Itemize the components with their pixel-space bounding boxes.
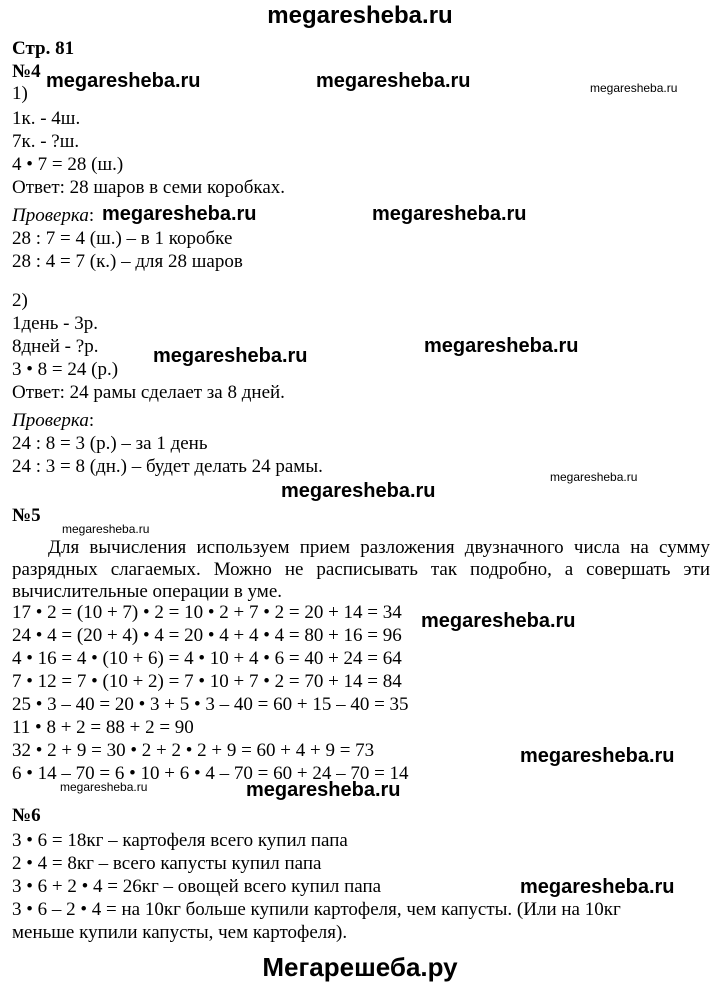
- task5-line: 4 • 16 = 4 • (10 + 6) = 4 • 10 + 4 • 6 = 40 + 24 = 64: [12, 648, 402, 669]
- task5-line: 25 • 3 – 40 = 20 • 3 + 5 • 3 – 40 = 60 + 15 – 40 = 35: [12, 694, 409, 715]
- watermark: megaresheba.ru: [421, 610, 576, 632]
- task5-line: 6 • 14 – 70 = 6 • 10 + 6 • 4 – 70 = 60 + 24 – 70 = 14: [12, 763, 409, 784]
- task4-part2-check: Проверка:: [12, 410, 95, 431]
- task6-label: №6: [12, 805, 41, 826]
- task4-part2-answer: Ответ: 24 рамы сделает за 8 дней.: [12, 382, 285, 403]
- watermark: megaresheba.ru: [46, 70, 201, 92]
- task6-line: 2 • 4 = 8кг – всего капусты купил папа: [12, 853, 322, 874]
- task4-part2-check-line: 24 : 3 = 8 (дн.) – будет делать 24 рамы.: [12, 456, 323, 477]
- watermark: megaresheba.ru: [153, 345, 308, 367]
- task5-line: 24 • 4 = (20 + 4) • 4 = 20 • 4 + 4 • 4 = 80 + 16 = 96: [12, 625, 402, 646]
- watermark: megaresheba.ru: [281, 480, 436, 502]
- task4-part1-answer: Ответ: 28 шаров в семи коробках.: [12, 177, 286, 198]
- watermark: megaresheba.ru: [102, 203, 257, 225]
- task5-intro: Для вычисления используем прием разложения двузначного числа на сумму разрядных слагаемых. Можно не расписывать так подробно, а совершать эти вычислительные операции в уме.: [12, 537, 710, 602]
- task5-line: 7 • 12 = 7 • (10 + 2) = 7 • 10 + 7 • 2 = 70 + 14 = 84: [12, 671, 402, 692]
- task4-part1-number: 1): [12, 83, 28, 104]
- watermark: megaresheba.ru: [424, 335, 579, 357]
- watermark: megaresheba.ru: [590, 81, 678, 95]
- task5-label: №5: [12, 505, 41, 526]
- check-label: Проверка: [12, 410, 89, 431]
- task4-part1-check-line: 28 : 4 = 7 (к.) – для 28 шаров: [12, 251, 243, 272]
- watermark: megaresheba.ru: [520, 876, 675, 898]
- task6-line: 3 • 6 + 2 • 4 = 26кг – овощей всего купил папа: [12, 876, 382, 897]
- task4-part2-line: 1день - 3р.: [12, 313, 99, 334]
- site-header[interactable]: megaresheba.ru: [267, 2, 453, 29]
- task4-part1-line: 1к. - 4ш.: [12, 108, 81, 129]
- task5-line: 17 • 2 = (10 + 7) • 2 = 10 • 2 + 7 • 2 = 20 + 14 = 34: [12, 602, 402, 623]
- page-label: Стр. 81: [12, 38, 75, 59]
- watermark: megaresheba.ru: [520, 745, 675, 767]
- watermark: megaresheba.ru: [62, 522, 150, 536]
- watermark: megaresheba.ru: [316, 70, 471, 92]
- check-label: Проверка: [12, 205, 89, 226]
- task4-part2-line: 8дней - ?р.: [12, 336, 99, 357]
- site-footer[interactable]: Мегарешеба.ру: [262, 952, 458, 982]
- task5-line: 11 • 8 + 2 = 88 + 2 = 90: [12, 717, 194, 738]
- task4-part2-check-line: 24 : 8 = 3 (р.) – за 1 день: [12, 433, 208, 454]
- watermark: megaresheba.ru: [550, 470, 638, 484]
- task6-line: 3 • 6 = 18кг – картофеля всего купил папа: [12, 830, 348, 851]
- task4-part2-number: 2): [12, 290, 28, 311]
- task4-part1-line: 7к. - ?ш.: [12, 131, 80, 152]
- task6-line: меньше купили капусты, чем картофеля).: [12, 922, 348, 943]
- task4-part2-line: 3 • 8 = 24 (р.): [12, 359, 119, 380]
- task4-part1-check-line: 28 : 7 = 4 (ш.) – в 1 коробке: [12, 228, 233, 249]
- watermark: megaresheba.ru: [60, 780, 148, 794]
- task4-part1-check: Проверка:: [12, 205, 95, 226]
- watermark: megaresheba.ru: [246, 779, 401, 801]
- watermark: megaresheba.ru: [372, 203, 527, 225]
- task4-label: №4: [12, 61, 41, 82]
- task6-line: 3 • 6 – 2 • 4 = на 10кг больше купили картофеля, чем капусты. (Или на 10кг: [12, 899, 621, 920]
- task4-part1-line: 4 • 7 = 28 (ш.): [12, 154, 124, 175]
- task5-line: 32 • 2 + 9 = 30 • 2 + 2 • 2 + 9 = 60 + 4 + 9 = 73: [12, 740, 375, 761]
